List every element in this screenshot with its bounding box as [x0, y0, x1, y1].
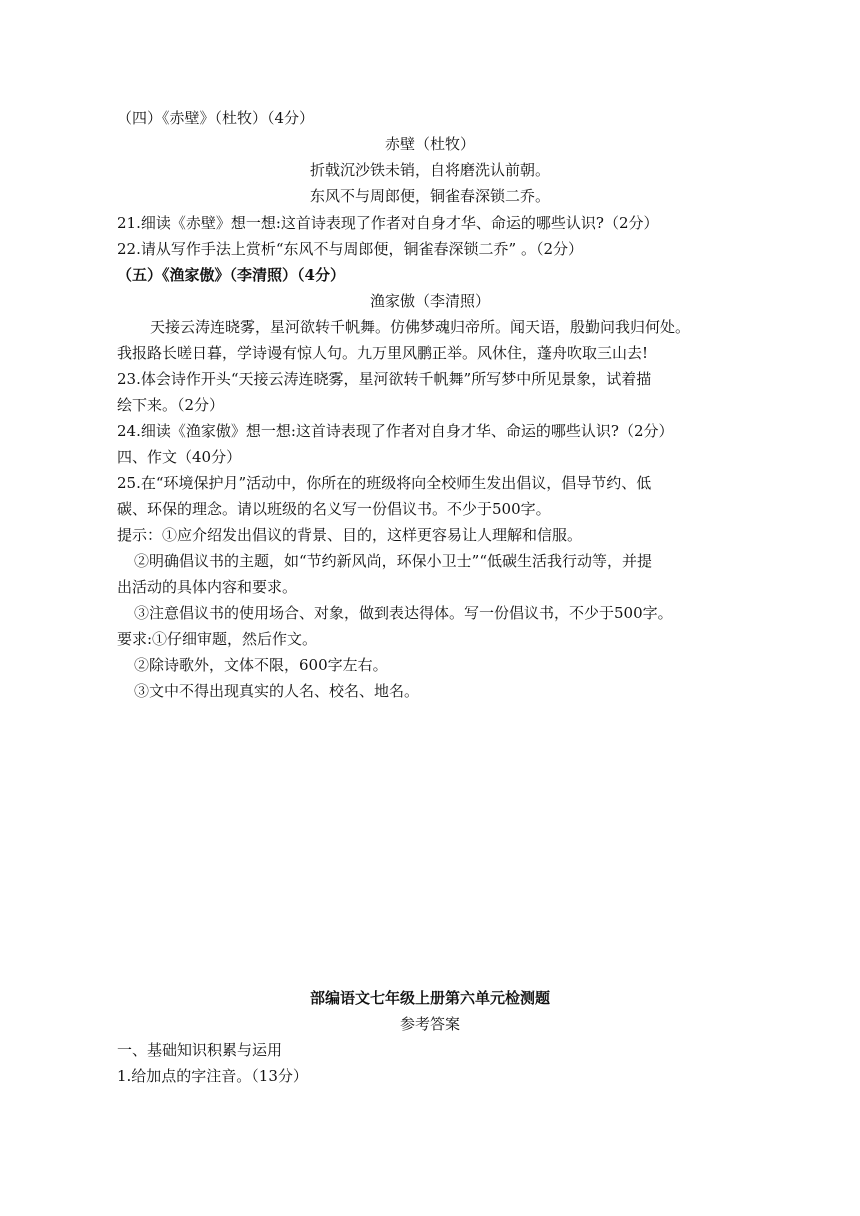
question-25-cont: 碳、环保的理念。请以班级的名义写一份倡议书。不少于500字。	[117, 500, 551, 518]
poem-line: 折戟沉沙铁未销，自将磨洗认前朝。	[309, 161, 550, 179]
question-23-cont: 绘下来。（2分）	[117, 396, 225, 414]
question-21: 21.细读《赤壁》想一想:这首诗表现了作者对自身才华、命运的哪些认识?（2分）	[117, 214, 659, 232]
poem-title-yujiaao: 渔家傲（李清照）	[369, 292, 490, 310]
question-22: 22.请从写作手法上赏析“东风不与周郎便，铜雀春深锁二乔” 。（2分）	[117, 240, 584, 258]
section-heading-yujiaao: （五）《渔家傲》（李清照）（4分）	[117, 266, 345, 284]
poem-line: 东风不与周郎便，铜雀春深锁二乔。	[309, 187, 550, 205]
requirement-1: 要求:①仔细审题，然后作文。	[117, 630, 318, 648]
tip-3: ③注意倡议书的使用场合、对象，做到表达得体。写一份倡议书，不少于500字。	[134, 604, 673, 622]
answer-section-1: 一、基础知识积累与运用	[117, 1041, 283, 1059]
poem-title-chibi: 赤壁（杜牧）	[384, 135, 475, 153]
section-heading-chibi: （四）《赤壁》（杜牧）（4分）	[117, 109, 315, 127]
requirement-2: ②除诗歌外，文体不限，600字左右。	[134, 656, 388, 674]
question-25: 25.在“环境保护月”活动中，你所在的班级将向全校师生发出倡议，倡导节约、低	[117, 474, 652, 492]
tip-2-cont: 出活动的具体内容和要求。	[117, 578, 298, 596]
poem-text-line: 我报路长嗟日暮，学诗谩有惊人句。九万里风鹏正举。风休住，蓬舟吹取三山去!	[117, 344, 649, 362]
answer-title: 部编语文七年级上册第六单元检测题	[309, 989, 550, 1007]
requirement-3: ③文中不得出现真实的人名、校名、地名。	[134, 682, 420, 700]
answer-subtitle: 参考答案	[399, 1015, 460, 1033]
section-heading-composition: 四、作文（40分）	[117, 448, 242, 466]
tip-2: ②明确倡议书的主题，如“节约新风尚，环保小卫士”“低碳生活我行动等，并提	[134, 552, 653, 570]
question-24: 24.细读《渔家傲》想一想:这首诗表现了作者对自身才华、命运的哪些认识?（2分）	[117, 422, 674, 440]
answer-question-1: 1.给加点的字注音。（13分）	[117, 1067, 308, 1085]
poem-text-line: 天接云涛连晓雾，星河欲转千帆舞。仿佛梦魂归帝所。闻天语，殷勤问我归何处。	[150, 318, 691, 336]
question-23: 23.体会诗作开头“天接云涛连晓雾，星河欲转千帆舞”所写梦中所见景象，试着描	[117, 370, 652, 388]
tip-1: 提示：①应介绍发出倡议的背景、目的，这样更容易让人理解和信服。	[117, 526, 583, 544]
